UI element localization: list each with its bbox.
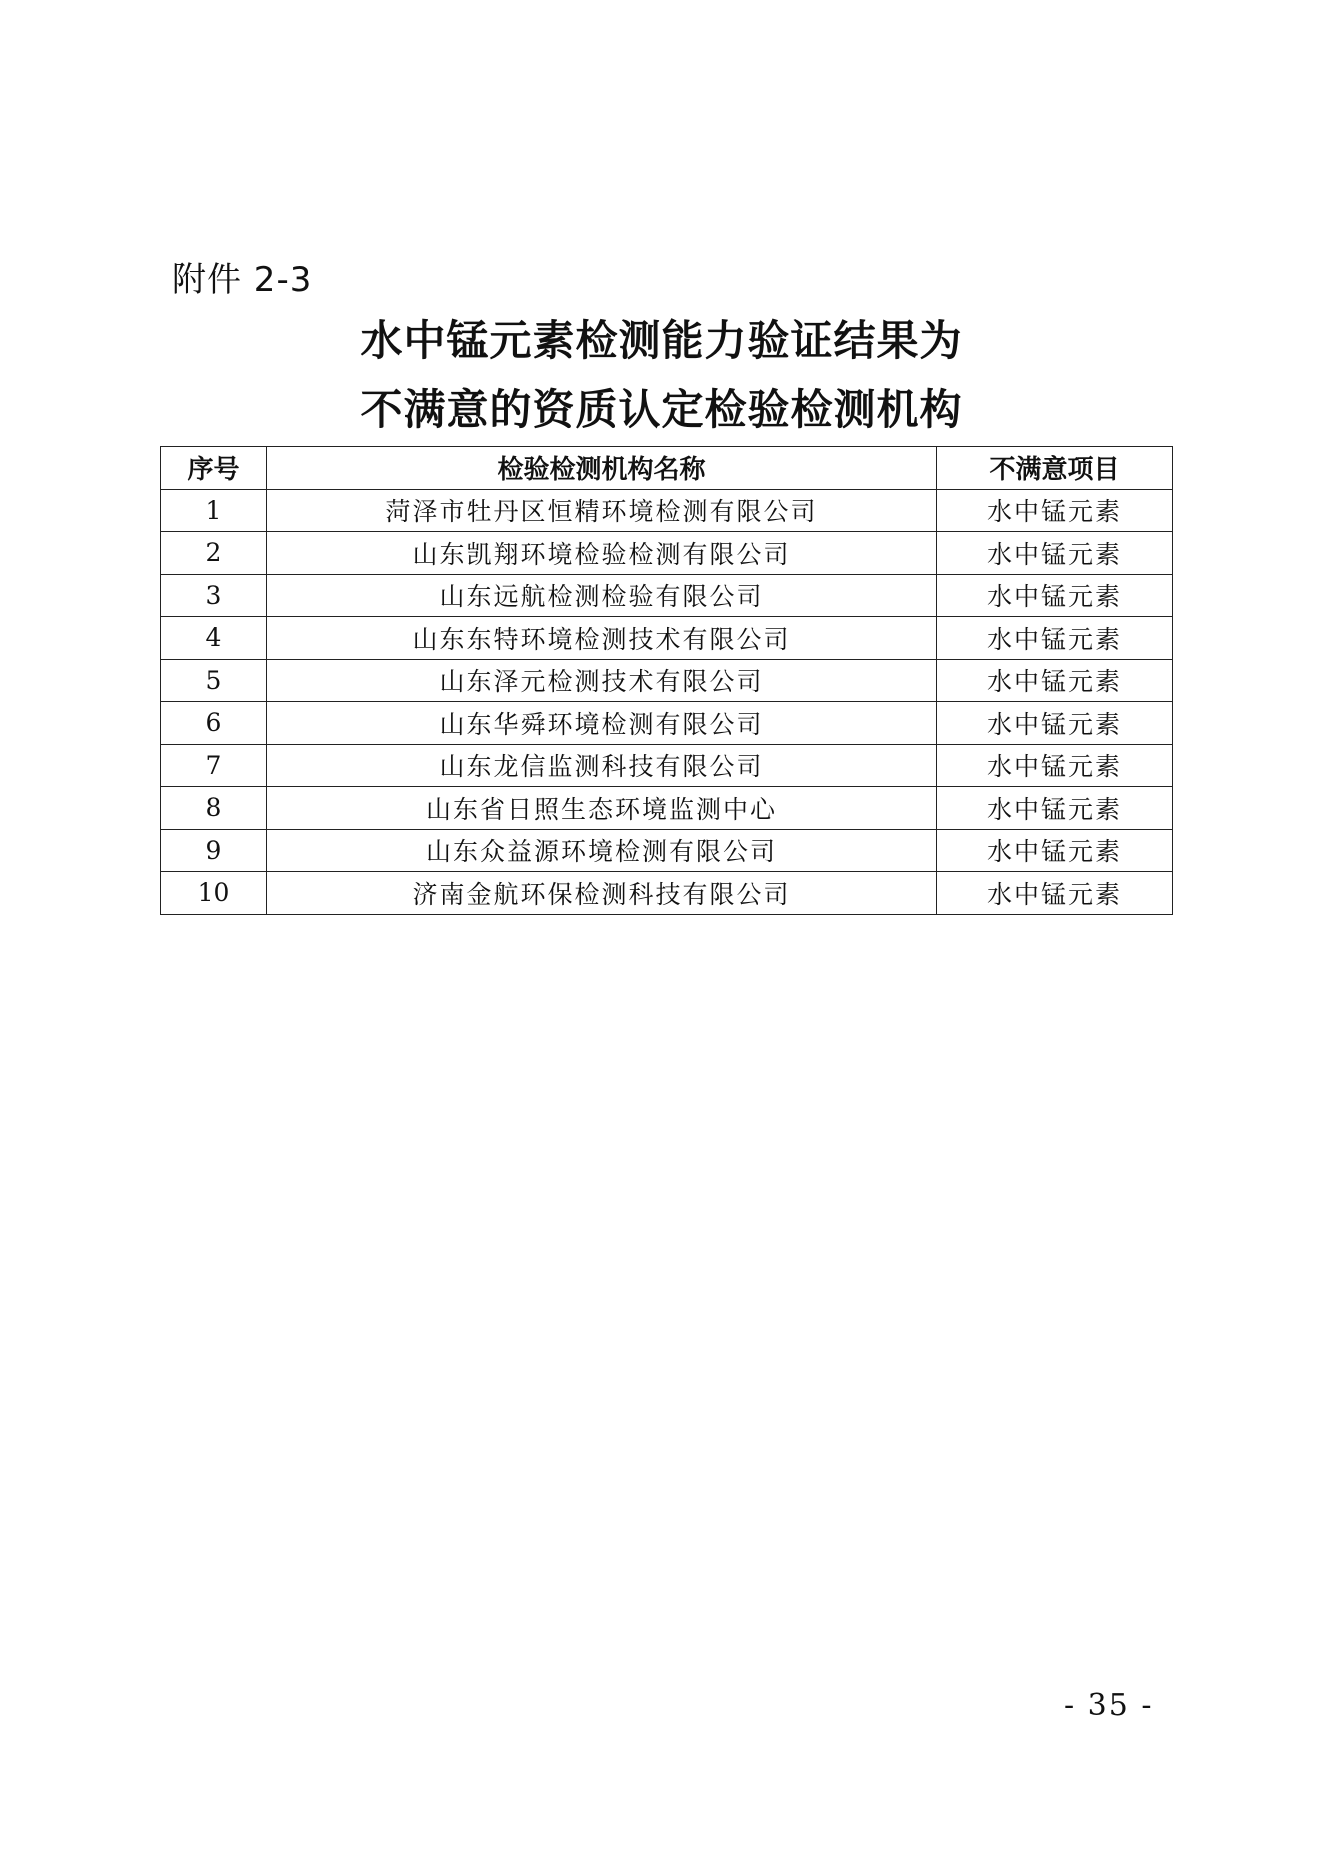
row-institution-name: 菏泽市牡丹区恒精环境检测有限公司 [267,489,937,532]
row-unsatisfactory-item: 水中锰元素 [937,744,1173,787]
table-row [161,787,1173,830]
row-institution-name: 山东东特环境检测技术有限公司 [267,617,937,660]
row-unsatisfactory-item: 水中锰元素 [937,872,1173,915]
row-institution-name: 济南金航环保检测科技有限公司 [267,872,937,915]
row-unsatisfactory-item: 水中锰元素 [937,489,1173,532]
row-unsatisfactory-item: 水中锰元素 [937,617,1173,660]
row-institution-name: 山东省日照生态环境监测中心 [267,787,937,830]
row-unsatisfactory-item: 水中锰元素 [937,574,1173,617]
table-header-row [161,447,1173,490]
row-unsatisfactory-item: 水中锰元素 [937,787,1173,830]
row-unsatisfactory-item: 水中锰元素 [937,659,1173,702]
table-row [161,829,1173,872]
row-institution-name: 山东远航检测检验有限公司 [267,574,937,617]
document-title-line-2: 不满意的资质认定检验检测机构 [360,385,963,434]
row-index: 7 [161,744,267,787]
row-institution-name: 山东华舜环境检测有限公司 [267,702,937,745]
row-institution-name: 山东龙信监测科技有限公司 [267,744,937,787]
row-institution-name: 山东凯翔环境检验检测有限公司 [267,532,937,575]
row-index: 5 [161,659,267,702]
row-index: 6 [161,702,267,745]
table-row [161,659,1173,702]
table-row [161,702,1173,745]
row-unsatisfactory-item: 水中锰元素 [937,532,1173,575]
row-index: 1 [161,489,267,532]
table-row [161,489,1173,532]
table-row [161,574,1173,617]
table-row [161,532,1173,575]
row-index: 9 [161,829,267,872]
page-number: - 35 - [1064,1688,1154,1723]
attachment-label: 附件 2-3 [172,260,313,300]
row-index: 3 [161,574,267,617]
row-unsatisfactory-item: 水中锰元素 [937,702,1173,745]
header-index: 序号 [161,447,267,490]
header-unsatisfactory-item: 不满意项目 [937,447,1173,490]
row-index: 4 [161,617,267,660]
header-institution-name: 检验检测机构名称 [267,447,937,490]
row-institution-name: 山东泽元检测技术有限公司 [267,659,937,702]
document-title-line-1: 水中锰元素检测能力验证结果为 [360,316,963,365]
row-unsatisfactory-item: 水中锰元素 [937,829,1173,872]
table-row [161,872,1173,915]
row-index: 2 [161,532,267,575]
row-institution-name: 山东众益源环境检测有限公司 [267,829,937,872]
row-index: 8 [161,787,267,830]
results-table [160,446,1173,915]
table-row [161,744,1173,787]
table-row [161,617,1173,660]
row-index: 10 [161,872,267,915]
